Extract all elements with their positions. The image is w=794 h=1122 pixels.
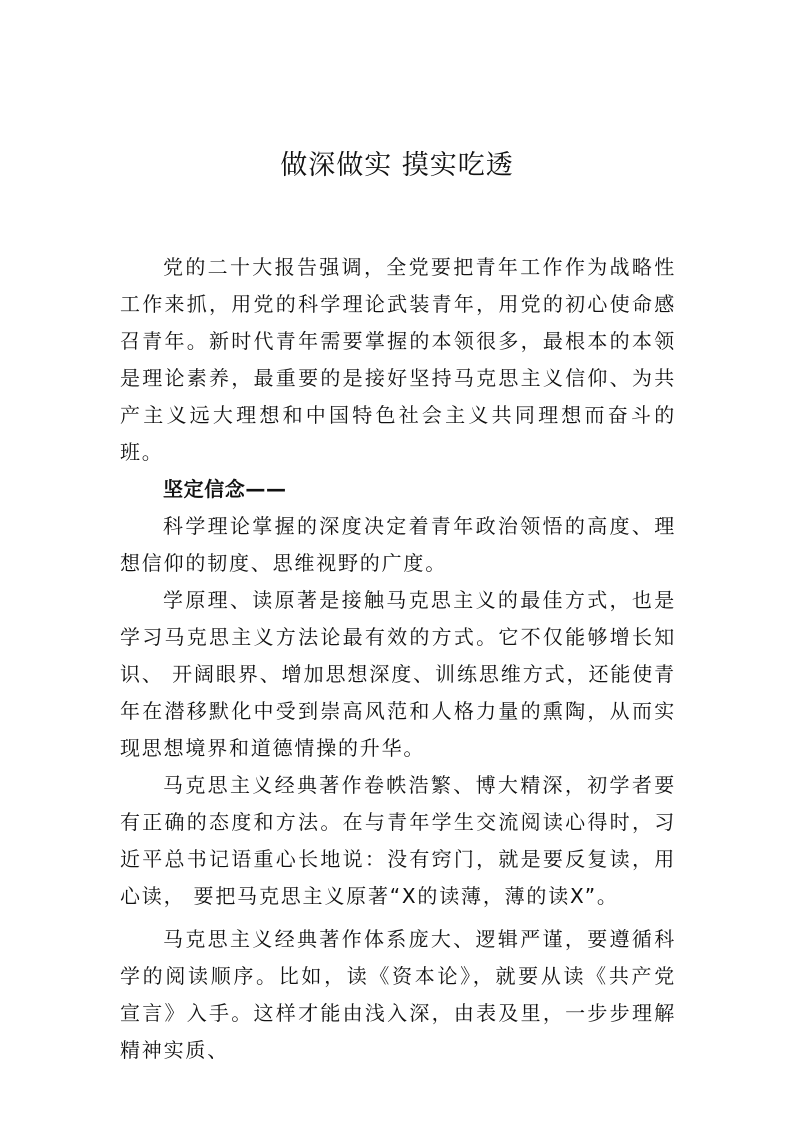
paragraph-intro: 党的二十大报告强调，全党要把青年工作作为战略性工作来抓，用党的科学理论武装青年，用党的初心使命感召青年。新时代青年需要掌握的本领很多，最根本的本领是理论素养，最重要的是接好坚持马克思主义信仰、为共产主义远大理想和中国特色社会主义共同理想而奋斗的班。 (120, 255, 676, 464)
document-body (120, 249, 676, 1069)
paragraph-theory-depth: 科学理论掌握的深度决定着青年政治领悟的高度、理想信仰的韧度、思维视野的广度。 (120, 514, 676, 575)
paragraph-reading-order: 马克思主义经典著作体系庞大、逻辑严谨，要遵循科学的阅读顺序。比如，读《资本论》，就要从读《共产党宣言》入手。这样才能由浅入深，由表及里，一步步理解精神实质、 (120, 927, 676, 1062)
paragraph-classic-works: 马克思主义经典著作卷帙浩繁、博大精深，初学者要有正确的态度和方法。在与青年学生交流阅读心得时，习近平总书记语重心长地说：没有窍门，就是要反复读，用心读， 要把马克思主义原著“X的读薄，薄的读X”。 (120, 773, 676, 908)
paragraph-study-originals: 学原理、读原著是接触马克思主义的最佳方式，也是学习马克思主义方法论最有效的方式。它不仅能够增长知识、 开阔眼界、增加思想深度、训练思维方式，还能使青年在潜移默化中受到崇高风范和人格力量的熏陶，从而实现思想境界和道德情操的升华。 (120, 588, 676, 760)
section-heading: 坚定信念—— (163, 477, 287, 501)
document-title: 做深做实 摸实吃透 (280, 150, 514, 181)
